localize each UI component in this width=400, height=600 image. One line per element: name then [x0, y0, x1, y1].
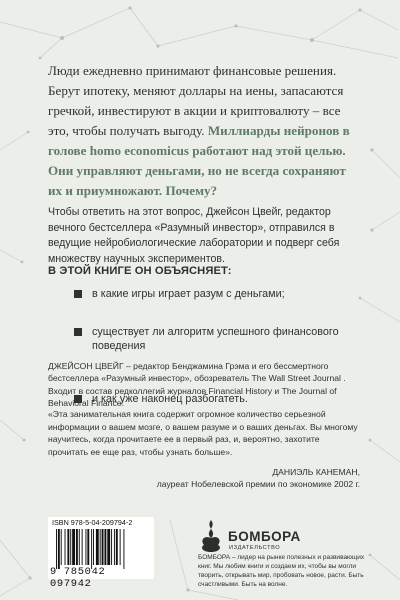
barcode-stripe	[56, 529, 57, 569]
barcode-stripe	[107, 529, 110, 565]
barcode-stripe	[93, 529, 94, 565]
barcode-stripe	[102, 529, 104, 565]
barcode-stripe	[123, 529, 124, 569]
barcode-stripe	[58, 529, 60, 569]
intro-highlight: Миллиарды нейронов в голове homo economicus работают над этой целью. Они управляют деньгами, но не всегда сохраняют их и приумножают. Почему?	[48, 123, 350, 198]
square-bullet-icon	[74, 290, 82, 298]
barcode-stripe	[111, 529, 112, 565]
barcode-stripe	[120, 529, 121, 565]
intro-paragraph	[48, 61, 354, 201]
square-bullet-icon	[74, 328, 82, 336]
intro-text: Люди ежедневно принимают финансовые решения. Берут ипотеку, меняют доллары на иены, запасаются гречкой, инвестируют в акции и криптовалюту – все это, чтобы получать выгоду.	[48, 63, 344, 138]
barcode-stripe	[82, 529, 83, 565]
list-item	[74, 325, 352, 354]
barcode-digits: 9 785042 097942	[50, 566, 106, 590]
publisher-name: БОМБОРА	[228, 529, 301, 544]
barcode-stripe	[67, 529, 69, 565]
blurb-quote: «Эта занимательная книга содержит огромное количество серьезной информации о вашем мозге, о вашем разуме и о ваших деньгах. Вы многому научитесь, когда прочитаете ее в первый раз, и, вероятно, захотите прочитать ее еще раз, чтобы узнать больше».	[48, 409, 358, 457]
list-item	[74, 287, 354, 302]
publisher-tagline: ИЗДАТЕЛЬСТВО	[229, 545, 281, 551]
explains-heading: В ЭТОЙ КНИГЕ ОН ОБЪЯСНЯЕТ:	[48, 265, 232, 277]
quote-author: ДАНИЭЛЬ КАНЕМАН,	[272, 467, 360, 477]
barcode-stripe	[85, 529, 86, 565]
quote-author-role: лауреат Нобелевской премии по экономике 2002 г.	[156, 479, 360, 489]
barcode-icon	[56, 529, 148, 569]
barcode-stripe	[65, 529, 66, 565]
list-item-text: и как уже наконец разбогатеть.	[92, 392, 248, 405]
barcode-stripe	[100, 529, 101, 565]
barcode-stripe	[70, 529, 71, 565]
barcode-stripe	[72, 529, 75, 565]
publisher-description: БОМБОРА – лидер на рынке полезных и развивающих книг. Мы любим книги и создаем их, чтобы вы могли творить, открывать мир, пробовать новое, расти. Быть счастливыми. Быть на волне.	[198, 554, 365, 588]
barcode-stripe	[104, 529, 106, 565]
barcode-stripe	[91, 529, 92, 569]
isbn-label: ISBN 978-5-04-209794-2	[52, 518, 133, 527]
barcode-stripe	[96, 529, 99, 565]
barcode-stripe	[116, 529, 118, 565]
author-bio: ДЖЕЙСОН ЦВЕЙГ – редактор Бенджамина Грэма и его бессмертного бестселлера «Разумный инвестор», обозреватель The Wall Street Journal . Входит в состав редколлегий журналов Financial History и The Journal of Behavioral Finance.	[48, 361, 346, 409]
research-paragraph: Чтобы ответить на этот вопрос, Джейсон Цвейг, редактор вечного бестселлера «Разумный инвестор», отправился в ведущие нейробиологические лаборатории и подверг себя множеству научных экспериментов.	[48, 206, 340, 265]
barcode-stripe	[114, 529, 115, 565]
barcode-stripe	[87, 529, 89, 565]
barcode-stripe	[79, 529, 80, 565]
flame-icon	[198, 519, 224, 553]
barcode-stripe	[61, 529, 62, 565]
barcode-stripe	[76, 529, 78, 565]
list-item-text: существует ли алгоритм успешного финансового поведения	[92, 325, 339, 352]
list-item-text: в какие игры играет разум с деньгами;	[92, 288, 285, 300]
